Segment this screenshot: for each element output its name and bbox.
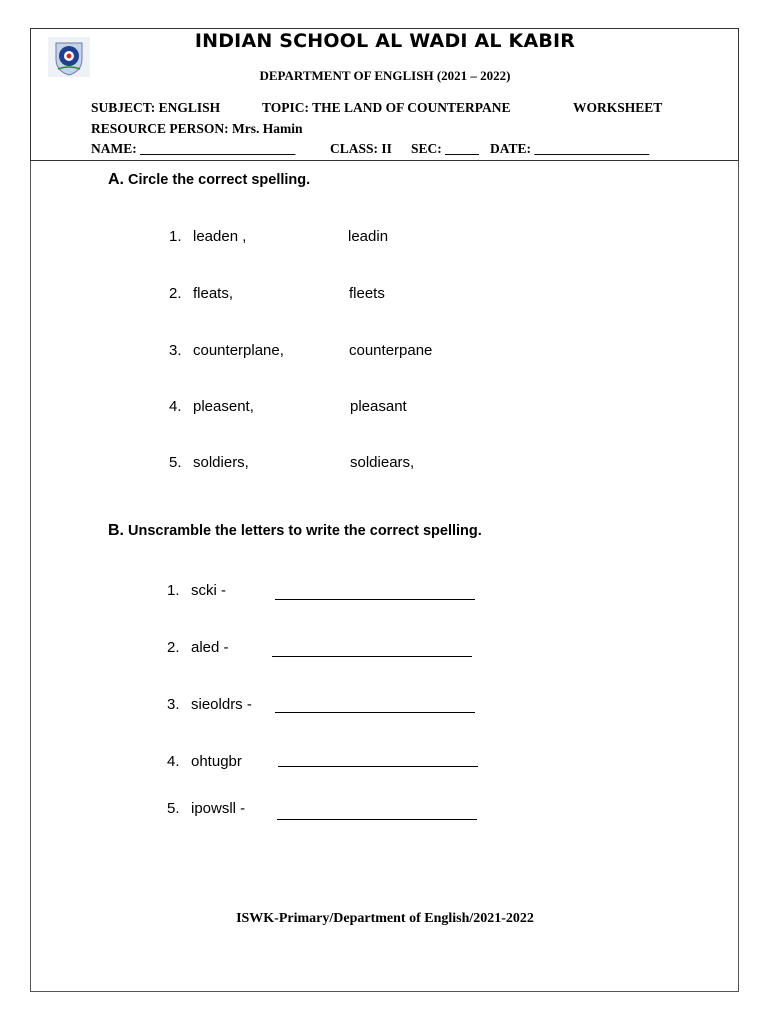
topic-field: TOPIC: THE LAND OF COUNTERPANE — [262, 100, 511, 115]
answer-line[interactable] — [278, 766, 478, 767]
list-item-number: 5. — [169, 454, 182, 471]
section-a-heading — [108, 171, 310, 189]
answer-line[interactable] — [277, 819, 477, 820]
scrambled-word: aled - — [191, 639, 229, 656]
sec-field[interactable]: SEC: _____ — [411, 141, 479, 156]
section-a-letter: A. — [108, 171, 124, 188]
department-line: DEPARTMENT OF ENGLISH (2021 – 2022) — [259, 68, 511, 83]
list-item-number: 1. — [169, 228, 182, 245]
list-item-number: 2. — [167, 639, 180, 656]
subject-field: SUBJECT: ENGLISH — [91, 100, 221, 115]
scrambled-word: ohtugbr — [191, 753, 242, 770]
list-item-number: 1. — [167, 582, 180, 599]
list-item-number: 4. — [167, 753, 180, 770]
section-a-title: Circle the correct spelling. — [128, 172, 311, 188]
option-word[interactable]: soldiears, — [350, 454, 415, 471]
school-name: INDIAN SCHOOL AL WADI AL KABIR — [194, 30, 576, 52]
class-field: CLASS: II — [330, 141, 392, 156]
section-b-title: Unscramble the letters to write the correct spelling. — [128, 523, 482, 539]
option-word[interactable]: pleasant — [350, 398, 407, 415]
scrambled-word: sieoldrs - — [191, 696, 252, 713]
resource-person: RESOURCE PERSON: Mrs. Hamin — [91, 121, 303, 136]
answer-line[interactable] — [275, 599, 475, 600]
answer-line[interactable] — [272, 656, 472, 657]
scrambled-word: ipowsll - — [191, 800, 246, 817]
name-field[interactable]: NAME: _______________________ — [91, 141, 296, 156]
date-field[interactable]: DATE: _________________ — [490, 141, 650, 156]
list-item-number: 5. — [167, 800, 180, 817]
footer-text: ISWK-Primary/Department of English/2021-2022 — [236, 911, 534, 926]
option-word[interactable]: soldiers, — [193, 454, 249, 471]
section-b-heading — [108, 522, 482, 540]
worksheet-label: WORKSHEET — [573, 100, 663, 115]
option-word[interactable]: leadin — [348, 228, 389, 245]
option-word[interactable]: leaden , — [193, 228, 247, 245]
list-item-number: 4. — [169, 398, 182, 415]
list-item-number: 3. — [167, 696, 180, 713]
answer-line[interactable] — [275, 712, 475, 713]
option-word[interactable]: counterplane, — [193, 342, 284, 359]
option-word[interactable]: fleets — [349, 285, 385, 302]
scrambled-word: scki - — [191, 582, 226, 599]
option-word[interactable]: pleasent, — [193, 398, 254, 415]
option-word[interactable]: counterpane — [349, 342, 433, 359]
option-word[interactable]: fleats, — [193, 285, 234, 302]
section-b-letter: B. — [108, 522, 124, 539]
list-item-number: 3. — [169, 342, 182, 359]
list-item-number: 2. — [169, 285, 182, 302]
